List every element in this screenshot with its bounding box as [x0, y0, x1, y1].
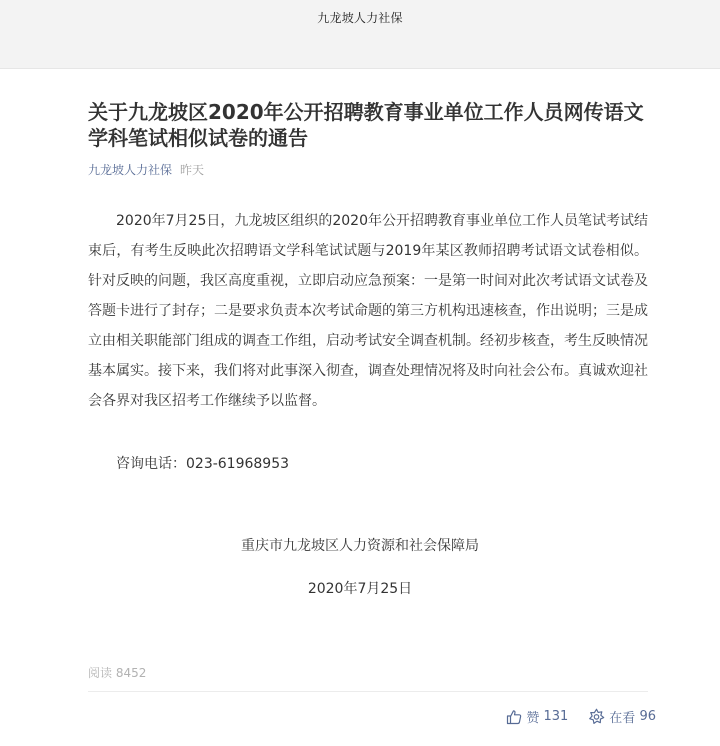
signature-date: 2020年7月25日 [307, 581, 413, 597]
signature-org: 重庆市九龙坡区人力资源和社会保障局 [241, 538, 479, 554]
account-title: 九龙坡人力社保 [317, 11, 403, 25]
top-bar [0, 0, 720, 69]
read-count: 阅读 8452 [88, 666, 147, 680]
footer-divider [88, 691, 648, 692]
sparkle-icon [588, 708, 605, 725]
wow-count: 96 [639, 709, 656, 724]
author-link[interactable]: 九龙坡人力社保 [88, 163, 173, 177]
article-container [0, 69, 720, 746]
like-count: 131 [543, 709, 569, 724]
contact-phone: 咨询电话：023-61968953 [116, 456, 290, 472]
like-label: 赞 [526, 711, 540, 726]
wow-button[interactable] [588, 707, 656, 726]
article-title: 关于九龙坡区2020年公开招聘教育事业单位工作人员网传语文学科笔试相似试卷的通告 [88, 100, 644, 150]
article-actions [506, 707, 656, 726]
wow-label: 在看 [609, 711, 636, 726]
like-button[interactable] [506, 707, 568, 726]
article-meta [88, 162, 204, 178]
article-body: 2020年7月25日，九龙坡区组织的2020年公开招聘教育事业单位工作人员笔试考试结束后，有考生反映此次招聘语文学科笔试试题与2019年某区教师招聘考试语文试卷相似。针对反映的问题，我区高度重视，立即启动应急预案：一是第一时间对此次考试语文试卷及答题卡进行了封存；二是要求负责本次考试命题的第三方机构迅速核查，作出说明；三是成立由相关职能部门组成的调查工作组，启动考试安全调查机制。经初步核查，考生反映情况基本属实。接下来，我们将对此事深入彻查，调查处理情况将及时向社会公布。真诚欢迎社会各界对我区招考工作继续予以监督。 [88, 213, 648, 409]
thumbs-up-icon [506, 709, 522, 725]
publish-time: 昨天 [180, 163, 205, 177]
